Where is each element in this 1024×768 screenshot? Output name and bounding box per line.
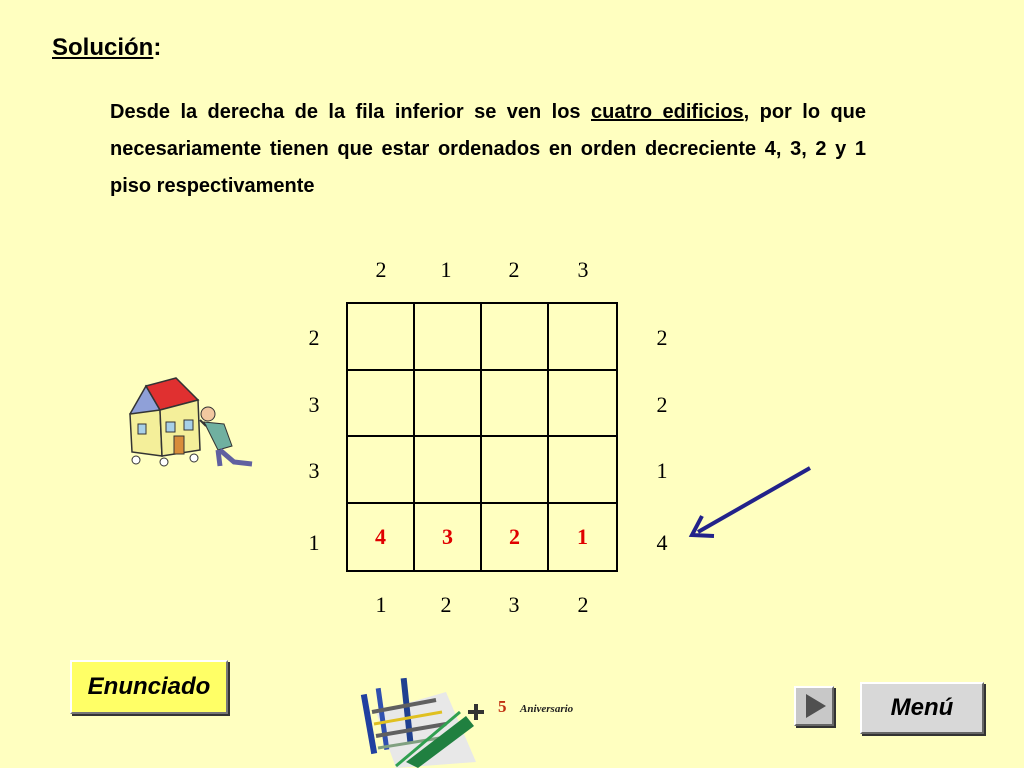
grid-cell xyxy=(415,304,482,371)
clue-top-3: 2 xyxy=(508,257,520,282)
clue-top-4: 3 xyxy=(577,257,589,282)
anniversary-logo-graphic xyxy=(356,672,496,768)
clue-right-3: 1 xyxy=(656,458,668,483)
clue-bottom-2: 2 xyxy=(440,592,452,617)
arrow-icon xyxy=(680,462,820,548)
grid-cell xyxy=(549,371,616,438)
clue-left-4: 1 xyxy=(308,530,320,555)
clue-right-1: 2 xyxy=(656,325,668,350)
grid-cell-answer: 2 xyxy=(482,504,549,571)
grid-cell-answer: 1 xyxy=(577,523,588,549)
grid-cell xyxy=(482,371,549,438)
explanation-underlined: cuatro edificios xyxy=(590,101,744,123)
clue-top-2: 1 xyxy=(440,257,452,282)
puzzle-grid xyxy=(346,302,618,572)
grid-cell-answer: 3 xyxy=(415,504,482,571)
grid-cell xyxy=(549,437,616,504)
clue-bottom-1: 1 xyxy=(375,592,387,617)
anniversary-number: 5 xyxy=(498,697,507,716)
solution-explanation xyxy=(110,94,866,205)
solution-title-colon: : xyxy=(153,34,162,61)
enunciado-button[interactable]: Enunciado xyxy=(70,660,228,714)
explanation-part-2: , por lo que necesariamente tienen que estar ordenados en orden decreciente 4, 3, 2 y 1 piso respectivamente xyxy=(110,101,867,197)
grid-cell-answer: 4 xyxy=(348,504,415,571)
clue-left-1: 2 xyxy=(308,325,320,350)
clue-right-2: 2 xyxy=(656,392,668,417)
play-arrow-icon xyxy=(796,688,832,724)
anniversary-text: Aniversario xyxy=(520,703,574,715)
grid-cell xyxy=(348,304,415,371)
clue-bottom-4: 2 xyxy=(577,592,589,617)
grid-cell xyxy=(415,371,482,438)
clue-left-2: 3 xyxy=(308,392,320,417)
next-button[interactable] xyxy=(794,686,834,726)
grid-cell xyxy=(482,304,549,371)
clue-left-3: 3 xyxy=(308,458,320,483)
menu-button[interactable]: Menú xyxy=(860,682,984,734)
grid-cell xyxy=(549,304,616,371)
grid-cell xyxy=(348,371,415,438)
clue-bottom-3: 3 xyxy=(508,592,520,617)
solution-title xyxy=(52,34,161,62)
grid-cell xyxy=(415,437,482,504)
clue-right-4: 4 xyxy=(656,530,668,555)
grid-cell xyxy=(482,437,549,504)
house-pushing-illustration xyxy=(124,370,259,470)
solution-title-word: Solución xyxy=(52,34,154,61)
grid-cell xyxy=(348,437,415,504)
clue-top-1: 2 xyxy=(375,257,387,282)
explanation-part-1: Desde la derecha de la fila inferior se ven los xyxy=(110,101,591,123)
